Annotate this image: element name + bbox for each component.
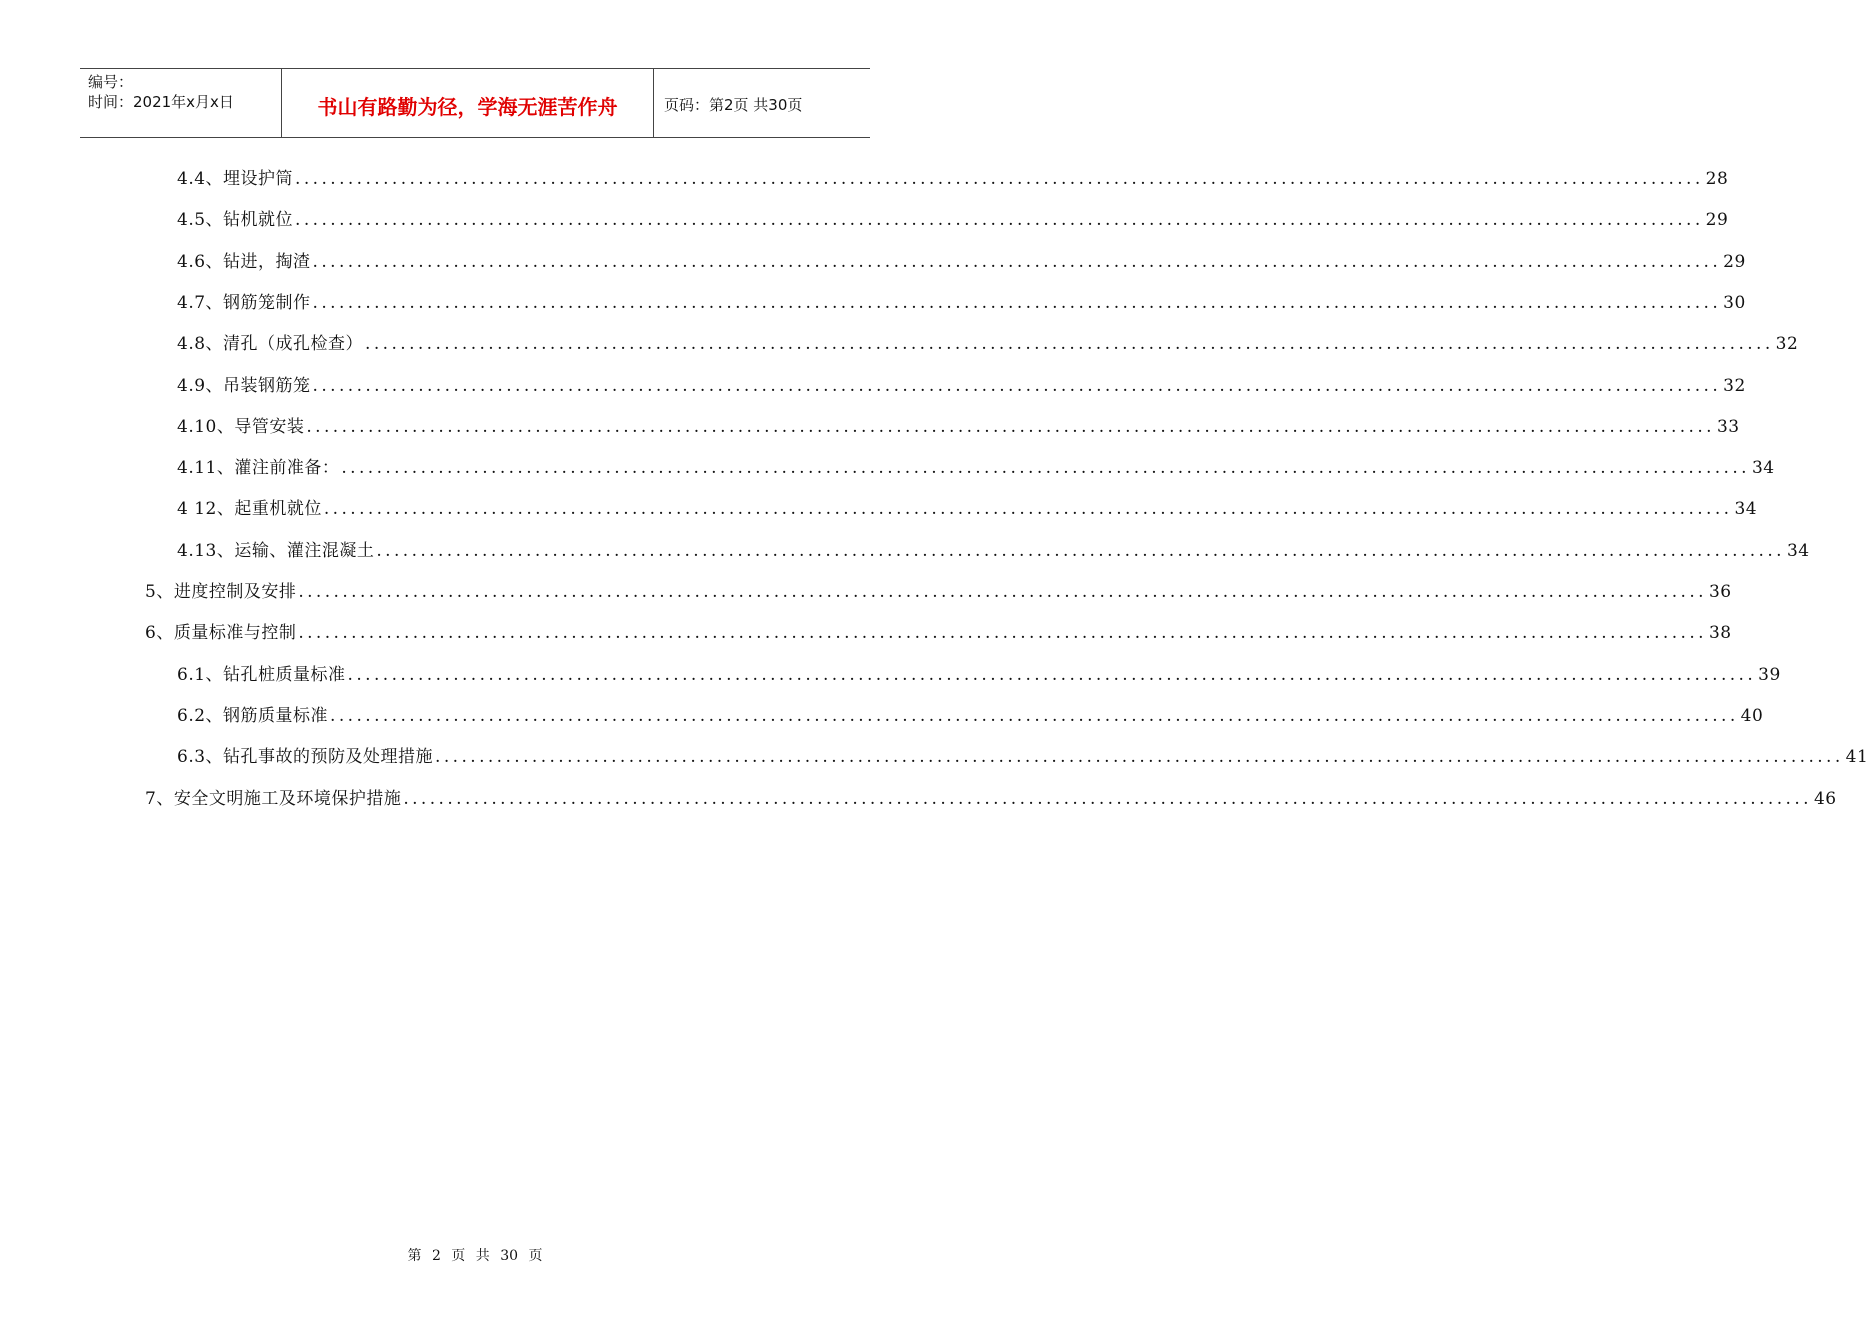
toc-entry-page: 34: [1751, 458, 1775, 478]
toc-entry-title: 4.11、灌注前准备：: [177, 458, 340, 478]
toc-entry-title: 4.6、钻进，掏渣: [177, 252, 311, 272]
toc-leader-dots: ................................................................................................................................................................: [365, 334, 1774, 354]
toc-entry[interactable]: [177, 374, 1746, 398]
toc-entry[interactable]: [177, 291, 1746, 315]
toc-entry-page: 34: [1734, 499, 1758, 519]
toc-entry-page: 46: [1813, 789, 1837, 809]
toc-entry[interactable]: [177, 745, 1868, 769]
toc-entry[interactable]: [177, 332, 1799, 356]
toc-leader-dots: ................................................................................................................................................................: [295, 169, 1704, 189]
toc-leader-dots: ................................................................................................................................................................: [435, 747, 1844, 767]
toc-leader-dots: ................................................................................................................................................................: [298, 582, 1707, 602]
toc-entry-page: 41: [1845, 747, 1868, 767]
toc-leader-dots: ................................................................................................................................................................: [312, 252, 1722, 272]
toc-entry[interactable]: [177, 704, 1764, 728]
toc-leader-dots: ................................................................................................................................................................: [295, 210, 1704, 230]
header-motto: 书山有路勤为径，学海无涯苦作舟: [317, 94, 618, 119]
toc-leader-dots: ................................................................................................................................................................: [347, 665, 1757, 685]
toc-leader-dots: ................................................................................................................................................................: [376, 541, 1785, 561]
document-number-label: 编号：: [88, 73, 134, 91]
toc-entry-page: 28: [1705, 169, 1729, 189]
toc-leader-dots: ................................................................................................................................................................: [323, 499, 1733, 519]
page-footer: 第 2 页 共 30 页: [407, 1248, 543, 1264]
toc-entry-page: 32: [1723, 376, 1746, 396]
toc-entry[interactable]: [177, 663, 1781, 687]
toc-leader-dots: ................................................................................................................................................................: [298, 623, 1707, 643]
toc-entry[interactable]: [177, 415, 1740, 439]
toc-entry-title: 4.10、导管安装: [177, 417, 305, 437]
toc-entry[interactable]: [145, 621, 1732, 645]
toc-entry-title: 4.13、运输、灌注混凝土: [177, 541, 375, 561]
toc-entry[interactable]: [177, 539, 1810, 563]
toc-entry-title: 6、质量标准与控制: [145, 623, 297, 643]
toc-leader-dots: ................................................................................................................................................................: [403, 789, 1812, 809]
toc-leader-dots: ................................................................................................................................................................: [306, 417, 1715, 437]
toc-entry-page: 29: [1705, 210, 1729, 230]
toc-entry[interactable]: [145, 787, 1837, 811]
toc-entry-title: 4.7、钢筋笼制作: [177, 293, 311, 313]
toc-entry[interactable]: [177, 456, 1775, 480]
toc-entry-page: 33: [1716, 417, 1740, 437]
toc-leader-dots: ................................................................................................................................................................: [341, 458, 1750, 478]
toc-entry-title: 4.8、清孔（成孔检查）: [177, 334, 364, 354]
header-page-cell: [654, 69, 870, 137]
header-meta: [80, 69, 282, 137]
toc-entry[interactable]: [177, 497, 1758, 521]
toc-entry-title: 4.5、钻机就位: [177, 210, 294, 230]
header-page-label: 页码：第2页 共30页: [664, 95, 803, 114]
toc-leader-dots: ................................................................................................................................................................: [330, 706, 1739, 726]
toc-entry[interactable]: [177, 208, 1729, 232]
toc-entry-title: 4 12、起重机就位: [177, 499, 322, 519]
toc-entry-page: 34: [1786, 541, 1810, 561]
toc-entry-title: 6.2、钢筋质量标准: [177, 706, 329, 726]
page-header: [80, 68, 870, 138]
toc-leader-dots: ................................................................................................................................................................: [312, 293, 1722, 313]
header-motto-cell: [282, 69, 654, 137]
toc-entry-title: 5、进度控制及安排: [145, 582, 297, 602]
toc-entry-page: 32: [1775, 334, 1799, 354]
toc-entry[interactable]: [177, 250, 1746, 274]
toc-entry-page: 36: [1708, 582, 1732, 602]
toc-leader-dots: ................................................................................................................................................................: [312, 376, 1722, 396]
toc-entry-title: 6.3、钻孔事故的预防及处理措施: [177, 747, 434, 767]
toc-entry-page: 29: [1723, 252, 1746, 272]
toc-entry-title: 7、安全文明施工及环境保护措施: [145, 789, 402, 809]
toc-entry-title: 4.9、吊装钢筋笼: [177, 376, 311, 396]
toc-entry[interactable]: [177, 167, 1729, 191]
toc-entry[interactable]: [145, 580, 1732, 604]
toc-entry-page: 30: [1723, 293, 1746, 313]
toc-entry-title: 4.4、埋设护筒: [177, 169, 294, 189]
document-time-label: 时间：2021年x月x日: [88, 93, 234, 111]
toc-entry-title: 6.1、钻孔桩质量标准: [177, 665, 346, 685]
toc-entry-page: 39: [1758, 665, 1781, 685]
toc-entry-page: 38: [1708, 623, 1732, 643]
toc-entry-page: 40: [1740, 706, 1764, 726]
